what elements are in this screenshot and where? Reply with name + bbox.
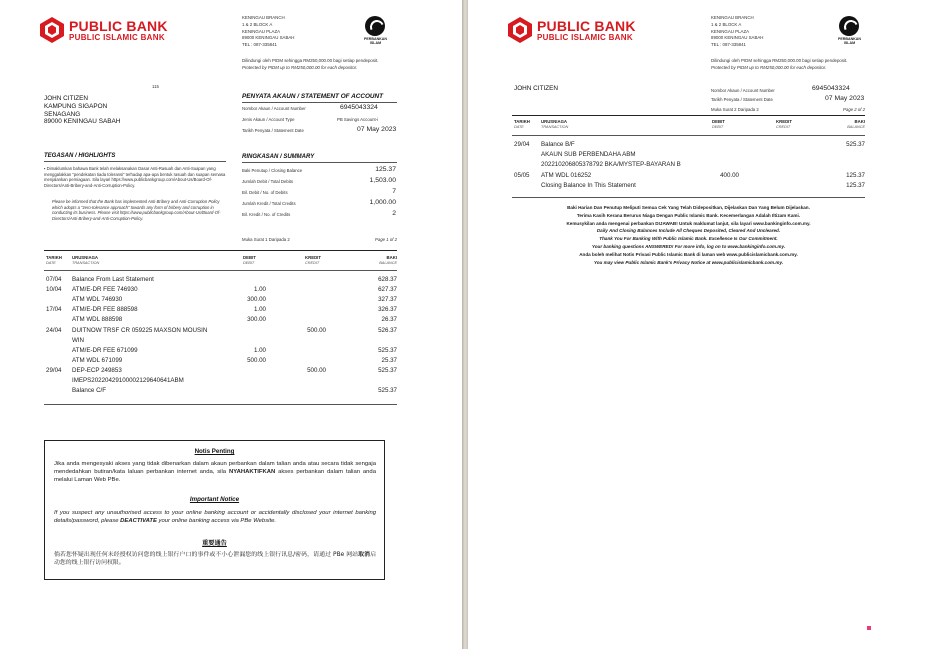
- bank-logo: [508, 17, 636, 43]
- pidm-notice: [242, 58, 402, 72]
- cell-bal: 627.37: [378, 286, 397, 294]
- footer-line: Daily And Closing Balances Include All Cheques Deposited, Cleared And Uncleared.: [596, 228, 781, 234]
- footer-line: Baki Harian Dan Penutup Meliputi Semua Cek Yang Telah Didepositkan, Dijelaskan Dan Yang Belum Dijelaskan.: [567, 205, 810, 210]
- col-debit: DEBIT: [712, 119, 725, 124]
- col-bal: BAKI: [386, 255, 397, 260]
- notice-text: If you suspect any unauthorised access to your online banking account or accidentally disclosed your internet banking details/password, please: [54, 510, 376, 524]
- highlight-en: Please be informed that the Bank has implemented Anti-Bribery and Anti-Corruption Policy which adopts a "zero-tolerance approach" towards any form of bribery and corruption in conducting its business. Please visit https://www.publicbankgroup.com/About-Us/Board-Of-Directors/Anti-Bribery-and-Anti-Corruption-Policy.: [52, 199, 221, 221]
- islamic-banking-icon: [365, 16, 385, 36]
- bank-subname: PUBLIC ISLAMIC BANK: [69, 32, 165, 42]
- branch-address: [242, 15, 294, 49]
- col-desc: URUSNIAGA: [541, 119, 568, 124]
- pidm-ms: Dilindungi oleh PIDM sehingga RM250,000.00 bagi setiap pendeposit.: [711, 58, 848, 63]
- cell-date: 07/04: [46, 276, 62, 283]
- cell-debit: 1.00: [253, 346, 266, 354]
- corner-mark: [867, 626, 871, 630]
- bank-name: PUBLIC BANK: [537, 17, 636, 34]
- acct-number: 6945043324: [812, 85, 850, 92]
- col-desc-en: TRANSACTION: [541, 125, 569, 129]
- cell-bal: 525.37: [378, 366, 397, 374]
- page-code: 115: [152, 84, 159, 89]
- footer-line: Your banking questions ANSWERED! For more info, log on to www.bankinginfo.com.my.: [591, 244, 786, 249]
- customer-name: JOHN CITIZEN: [514, 85, 559, 92]
- cell-credit: 500.00: [307, 326, 326, 334]
- branch-line: TEL : 087-335841: [242, 42, 277, 48]
- cell-bal: 628.37: [378, 276, 397, 283]
- pidm-en: Protected by PIDM up to RM250,000.00 for each depositor.: [711, 64, 827, 70]
- cell-debit: 1.00: [253, 286, 266, 294]
- col-date-en: DATE: [46, 261, 56, 265]
- badge-label: PERBANKAN: [364, 37, 387, 41]
- bank-subname: PUBLIC ISLAMIC BANK: [537, 32, 633, 42]
- summary-label: Bil. Kredit / No. of Credits: [242, 212, 291, 217]
- col-desc: URUSNIAGA: [72, 255, 99, 260]
- statement-title: PENYATA AKAUN / STATEMENT OF ACCOUNT: [242, 93, 384, 100]
- cell-desc: ATM WDL 746930: [72, 296, 123, 304]
- footer-line: You may view Public Islamic Bank's Privacy Notice at www.publicislamicbank.com.my.: [593, 259, 784, 265]
- cell-bal: 525.37: [378, 387, 397, 395]
- branch-line: KENINGAU BRANCH: [242, 15, 285, 20]
- table-top-rule: [512, 115, 865, 116]
- col-credit: KREDIT: [776, 119, 792, 124]
- col-date: TARIKH: [514, 119, 530, 124]
- cell-desc: Balance B/F: [541, 141, 575, 148]
- notice-text: your online banking access via PBe Website.: [156, 517, 277, 524]
- branch-line: KENINGAU PLAZA: [242, 28, 281, 34]
- cell-bal: 25.37: [381, 356, 397, 364]
- cell-desc: ATM/E-DR FEE 746930: [72, 286, 138, 294]
- cell-bal: 26.37: [381, 316, 397, 324]
- cell-desc: Balance From Last Statement: [72, 276, 154, 283]
- cell-bal: 526.37: [378, 326, 397, 334]
- customer-line: 89000 KENINGAU SABAH: [44, 118, 121, 126]
- bank-logo-icon: [508, 17, 532, 43]
- statement-date-label: Tarikh Penyata / Statement Date: [711, 97, 773, 102]
- notice-text: 启动您的线上银行访问权限。: [54, 552, 377, 566]
- cell-date: 29/04: [514, 141, 530, 148]
- cell-credit: 500.00: [307, 366, 326, 374]
- statement-date-label: Tarikh Penyata / Statement Date: [242, 128, 304, 133]
- summary-value: 7: [392, 188, 396, 195]
- cell-bal: 125.37: [846, 181, 865, 189]
- branch-line: 89000 KENINGAU SABAH: [242, 35, 295, 41]
- bank-logo: [40, 17, 168, 43]
- col-date: TARIKH: [46, 255, 62, 260]
- cell-debit: 1.00: [253, 306, 266, 314]
- sheet-label: Muka Surat 2 Daripada 2: [711, 107, 759, 112]
- col-desc-en: TRANSACTION: [72, 261, 100, 265]
- bank-logo-icon: [40, 17, 64, 43]
- col-credit-en: CREDIT: [776, 125, 791, 129]
- cell-desc: ATM WDL 016252: [541, 171, 592, 179]
- cell-desc: WIN: [72, 336, 85, 344]
- col-bal-en: BALANCE: [847, 125, 865, 129]
- cell-debit: 400.00: [720, 171, 739, 179]
- notice-para-zh: [54, 552, 376, 568]
- col-credit-en: CREDIT: [305, 261, 320, 265]
- branch-line: 89000 KENINGAU SABAH: [711, 35, 764, 41]
- cell-desc: DEP-ECP 249853: [72, 366, 122, 374]
- table-bottom-rule: [512, 197, 865, 198]
- rule: [44, 161, 226, 162]
- branch-line: KENINGAU PLAZA: [711, 28, 750, 34]
- cell-desc: ATM WDL 671099: [72, 356, 123, 364]
- notice-title-en: Important Notice: [189, 496, 240, 503]
- statement-date: 07 May 2023: [825, 95, 865, 102]
- acct-type: PB Savings Account-i: [337, 117, 379, 122]
- page-label: Page 2 of 2: [843, 107, 865, 112]
- notice-bold: NYAHAKTIFKAN: [228, 468, 276, 475]
- footer-line: Kemusykilan anda mengenai perbankan DIJAWAB! Untuk maklumat lanjut, sila layari www.bankinginfo.com.my.: [566, 220, 811, 226]
- notice-para-ms: [54, 461, 376, 485]
- cell-bal: 125.37: [846, 171, 865, 179]
- statement-page-1: [0, 0, 462, 649]
- notice-para-en: [54, 510, 376, 526]
- notice-text: 倘若您怀疑出现任何未经授权访问您的线上银行户口的事件或不小心泄漏您的线上银行讯息/密码，请通过 PBe 网站: [54, 552, 359, 558]
- col-date-en: DATE: [514, 125, 524, 129]
- cell-desc: Closing Balance In This Statement: [541, 181, 636, 189]
- col-credit: KREDIT: [305, 255, 321, 260]
- table-header-rule: [44, 270, 397, 271]
- summary-value: 1,503.00: [369, 177, 396, 184]
- notice-text: Jika anda mengesyaki akses yang tidak dibenarkan dalam akaun perbankan dalam talian anda atau secara tidak sengaja mendedahkan butiran/kata laluan perbankan internet anda, sila: [54, 461, 376, 475]
- cell-desc: AKAUN SUB PERBENDAHA ABM: [541, 151, 636, 159]
- footer-line: Anda boleh melihat Notis Privasi Public Islamic Bank di laman web www.publicislamicbank.com.my.: [579, 251, 798, 257]
- cell-desc: ATM/E-DR FEE 671099: [72, 346, 138, 354]
- cell-bal: 525.37: [378, 346, 397, 354]
- summary-title: RINGKASAN / SUMMARY: [242, 154, 315, 160]
- customer-address: [44, 95, 120, 126]
- customer-name: JOHN CITIZEN: [44, 95, 89, 102]
- notice-title-ms: Notis Penting: [194, 448, 235, 455]
- rule: [242, 162, 397, 163]
- customer-line: KAMPUNG SIGAPON: [44, 102, 108, 110]
- table-header-rule: [512, 135, 865, 136]
- branch-line: 1 & 2 BLOCK A: [242, 21, 273, 27]
- footer-line: Thank You For Banking With Public Islamic Bank. Excellence Is Our Commitment.: [599, 236, 778, 242]
- summary-value: 125.37: [375, 166, 396, 173]
- pidm-en: Protected by PIDM up to RM250,000.00 for each depositor.: [242, 64, 358, 70]
- cell-desc: DUITNOW TRSF CR 059225 MAXSON MOUSIN: [72, 326, 208, 334]
- badge-label: ISLAM: [843, 41, 856, 45]
- summary-value: 2: [392, 210, 396, 217]
- table-top-rule: [44, 250, 397, 251]
- branch-line: TEL : 087-335841: [711, 42, 746, 48]
- summary-label: Baki Penutup / Closing Balance: [242, 168, 303, 173]
- cell-date: 05/05: [514, 171, 530, 179]
- cell-debit: 300.00: [247, 296, 266, 304]
- badge-label: PERBANKAN: [838, 37, 861, 41]
- cell-desc: Balance C/F: [72, 387, 107, 395]
- notice-bold: DEACTIVATE: [120, 517, 157, 524]
- col-debit: DEBIT: [243, 255, 256, 260]
- col-bal-en: BALANCE: [379, 261, 397, 265]
- perbankan-islam-badge: [364, 16, 387, 45]
- acct-number: 6945043324: [340, 104, 378, 111]
- col-debit-en: DEBIT: [243, 261, 255, 265]
- cell-date: 17/04: [46, 306, 62, 314]
- cell-date: 24/04: [46, 326, 62, 334]
- cell-bal: 326.37: [378, 306, 397, 314]
- notice-text: akses perbankan dalam talian anda melalui Laman Web PBe.: [54, 468, 376, 483]
- important-notice-box: [44, 440, 385, 580]
- cell-bal: 525.37: [846, 141, 865, 148]
- statement-date: 07 May 2023: [357, 126, 397, 133]
- cell-desc: ATM/E-DR FEE 888598: [72, 306, 138, 314]
- acct-type-label: Jenis Akaun / Account Type: [242, 117, 295, 122]
- page-label: Page 1 of 2: [375, 237, 397, 242]
- bank-name: PUBLIC BANK: [69, 17, 168, 34]
- islamic-banking-icon: [839, 16, 859, 36]
- col-bal: BAKI: [854, 119, 865, 124]
- highlights-title: TEGASAN / HIGHLIGHTS: [44, 153, 116, 159]
- col-debit-en: DEBIT: [712, 125, 724, 129]
- branch-address: [711, 15, 763, 49]
- customer-line: SENAGANG: [44, 110, 81, 118]
- cell-date: 29/04: [46, 366, 62, 374]
- footer-line: Terima Kasih Kerana Berurus Niaga Dengan Public Islamic Bank. Kecemerlangan Adalah Iltizam Kami.: [576, 212, 801, 218]
- table-bottom-rule: [44, 404, 397, 405]
- summary-label: Jumlah Kredit / Total Credits: [242, 201, 296, 206]
- acct-label: Nombor Akaun / Account Number: [242, 106, 306, 111]
- summary-label: Jumlah Debit / Total Debits: [242, 179, 294, 184]
- branch-line: KENINGAU BRANCH: [711, 15, 754, 20]
- pidm-notice: [711, 58, 869, 72]
- cell-desc: 20221020680537879​2 BKA/MYSTEP-BAYARAN B: [541, 161, 681, 169]
- summary-value: 1,000.00: [369, 199, 396, 206]
- pidm-ms: Dilindungi oleh PIDM sehingga RM250,000.00 bagi setiap pendeposit.: [242, 58, 379, 63]
- rule: [242, 102, 397, 103]
- sheet-label: Muka Surat 1 Daripada 2: [242, 237, 290, 242]
- highlight-ms-text: Dimaklumkan bahawa Bank telah melaksanakan Dasar Anti-Rasuah dan Anti-Suapan yang menggalakkan "pendekatan tiada toleransi" terhadap apa-apa bentuk rasuah dan suapan semasa menjalankan perniagaan. Sila layari https://www.publicbankgroup.com/About-Us/Board-Of-Directors/Anti-Bribery-and-Anti-Corruption-Policy.: [44, 166, 226, 188]
- cell-date: 10/04: [46, 286, 62, 294]
- notice-bold: 取消: [358, 552, 371, 558]
- badge-label: ISLAM: [369, 41, 382, 45]
- cell-desc: ATM WDL 888598: [72, 316, 123, 324]
- cell-desc: IMEPS20220429100002129640641ABM: [72, 377, 184, 384]
- statement-page-2: [468, 0, 931, 649]
- acct-label: Nombor Akaun / Account Number: [711, 88, 775, 93]
- cell-bal: 327.37: [378, 296, 397, 304]
- branch-line: 1 & 2 BLOCK A: [711, 21, 742, 27]
- highlight-ms: ▪ Dimaklumkan bahawa Bank telah melaksanakan Dasar Anti-Rasuah dan Anti-Suapan yang menggalakkan "pendekatan tiada toleransi" terhadap apa-apa bentuk rasuah dan suapan semasa menjalankan perniagaan. Sila layari https://www.publicbankgroup.com/About-Us/Board-Of-Directors/Anti-Bribery-and-Anti-Corruption-Policy.: [44, 166, 226, 188]
- cell-debit: 300.00: [247, 316, 266, 324]
- summary-label: Bil. Debit / No. of Debits: [242, 190, 288, 195]
- notice-title-zh: 重要通告: [202, 540, 227, 547]
- perbankan-islam-badge: [838, 16, 861, 45]
- cell-debit: 500.00: [247, 356, 266, 364]
